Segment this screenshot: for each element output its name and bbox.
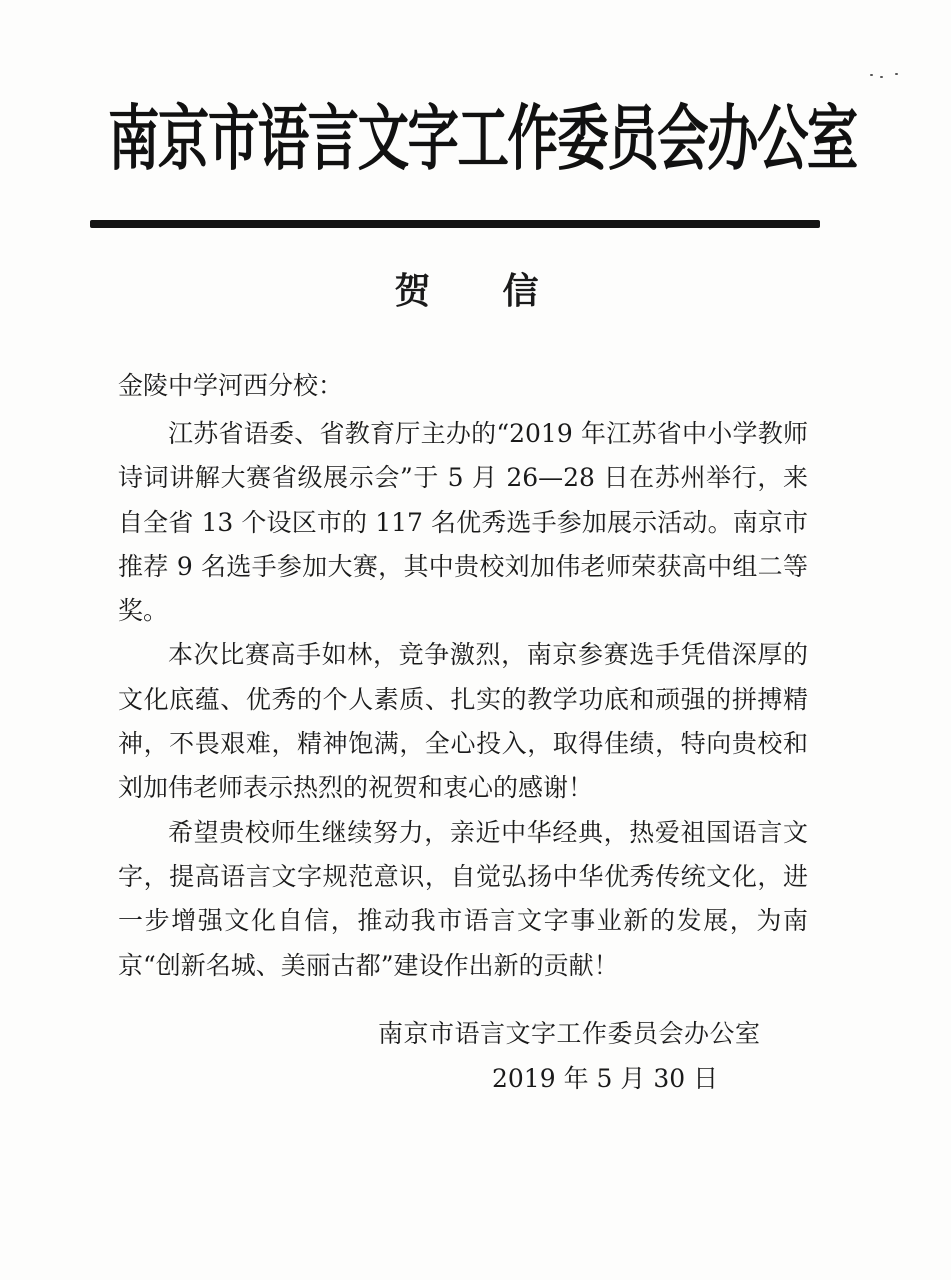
letter-body [118,412,808,988]
letterhead-divider [90,220,820,228]
scan-speck [880,76,883,78]
body-paragraph: 希望贵校师生继续努力，亲近中华经典，热爱祖国语言文字，提高语言文字规范意识，自觉弘扬中华优秀传统文化，进一步增强文化自信，推动我市语言文字事业新的发展，为南京“创新名城、美丽古都”建设作出新的贡献！ [118,817,808,980]
scan-speck [870,74,873,76]
scan-speck [895,73,898,75]
letterhead-org-name: 南京市语言文字工作委员会办公室 [108,95,857,181]
document-title: 贺 信 [394,270,557,312]
signature-date: 2019 年 5 月 30 日 [492,1064,719,1093]
signature-org: 南京市语言文字工作委员会办公室 [378,1019,761,1048]
body-paragraph: 江苏省语委、省教育厅主办的“2019 年江苏省中小学教师诗词讲解大赛省级展示会”于 5 月 26—28 日在苏州举行，来自全省 13 个设区市的 117 名优秀选手参加展示活动。南京市推荐 9 名选手参加大赛，其中贵校刘加伟老师荣获高中组二等奖。 [118,419,808,626]
body-paragraph: 本次比赛高手如林，竞争激烈，南京参赛选手凭借深厚的文化底蕴、优秀的个人素质、扎实的教学功底和顽强的拼搏精神，不畏艰难，精神饱满，全心投入，取得佳绩，特向贵校和刘加伟老师表示热烈的祝贺和衷心的感谢！ [118,640,808,803]
salutation: 金陵中学河西分校： [118,371,344,400]
